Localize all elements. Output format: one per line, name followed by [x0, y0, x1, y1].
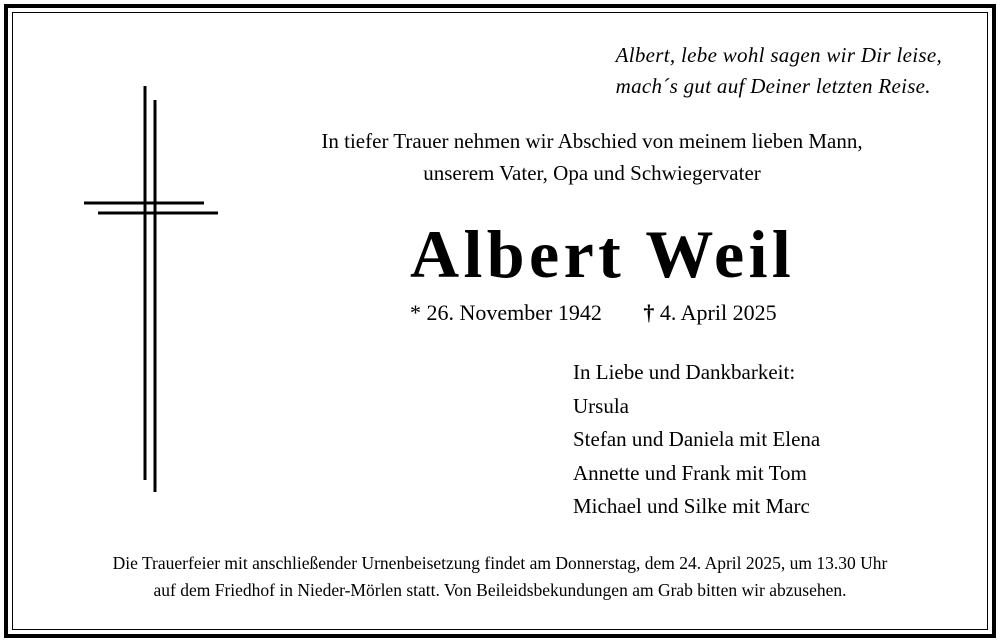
- life-dates: [410, 298, 777, 328]
- intro-line-1: In tiefer Trauer nehmen wir Abschied von meinem lieben Mann,: [321, 129, 863, 153]
- death-cross-icon: †: [643, 300, 655, 325]
- mourner-name: Michael und Silke mit Marc: [573, 494, 810, 518]
- mourner-name: Ursula: [573, 393, 629, 418]
- intro-line-2: unserem Vater, Opa und Schwiegervater: [423, 161, 761, 185]
- intro-text: [262, 125, 922, 189]
- deceased-name: Albert Weil: [410, 216, 796, 292]
- death-date-group: [643, 298, 776, 328]
- mourner-name: Stefan und Daniela mit Elena: [573, 427, 821, 451]
- death-date: 4. April 2025: [659, 300, 777, 325]
- mourner-name: Annette und Frank mit Tom: [573, 460, 807, 485]
- mourners-list: [573, 356, 820, 524]
- funeral-notice-line-1: Die Trauerfeier mit anschließender Urnenbeisetzung findet am Donnerstag, dem 24. April 2025, um 13.30 Uhr: [112, 553, 888, 573]
- cross-icon: [0, 0, 240, 500]
- poem-line-1: Albert, lebe wohl sagen wir Dir leise,: [615, 43, 942, 67]
- funeral-notice-line-2: auf dem Friedhof in Nieder-Mörlen statt. Von Beileidsbekundungen am Grab bitten wir abzusehen.: [153, 580, 847, 600]
- funeral-notice: [20, 550, 980, 604]
- mourners-heading: In Liebe und Dankbarkeit:: [573, 360, 796, 384]
- birth-date: * 26. November 1942: [410, 300, 602, 325]
- poem-line-2: mach´s gut auf Deiner letzten Reise.: [615, 74, 931, 98]
- farewell-poem: [616, 40, 942, 102]
